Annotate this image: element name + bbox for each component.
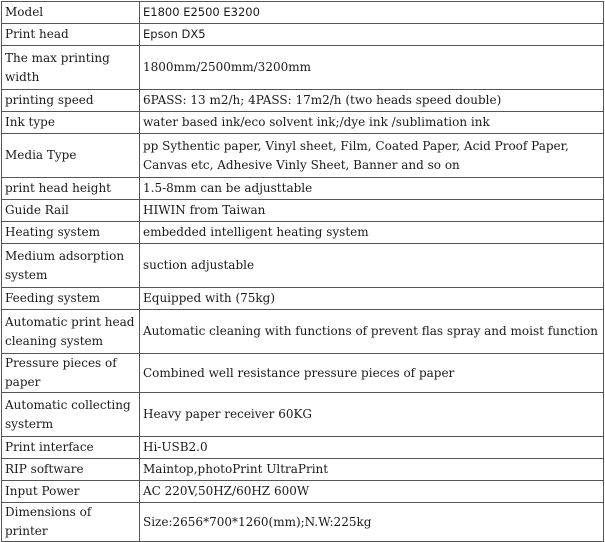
spec-row xyxy=(2,288,604,310)
spec-row xyxy=(2,310,604,354)
spec-label: Automatic print head cleaning system xyxy=(2,310,140,354)
spec-row xyxy=(2,481,604,503)
spec-label: The max printing width xyxy=(2,46,140,90)
spec-label: Media Type xyxy=(2,134,140,178)
spec-label: Dimensions of printer xyxy=(2,503,140,542)
spec-row xyxy=(2,46,604,90)
spec-value: 1800mm/2500mm/3200mm xyxy=(140,46,604,90)
spec-table xyxy=(1,1,604,542)
spec-row xyxy=(2,24,604,46)
spec-row xyxy=(2,459,604,481)
spec-value: Heavy paper receiver 60KG xyxy=(140,393,604,437)
spec-value: E1800 E2500 E3200 xyxy=(140,2,604,24)
spec-row xyxy=(2,222,604,244)
spec-label: printing speed xyxy=(2,90,140,112)
spec-row xyxy=(2,134,604,178)
spec-row xyxy=(2,200,604,222)
spec-value: Maintop,photoPrint UltraPrint xyxy=(140,459,604,481)
spec-label: Medium adsorption system xyxy=(2,244,140,288)
spec-label: Heating system xyxy=(2,222,140,244)
spec-row xyxy=(2,393,604,437)
spec-value: water based ink/eco solvent ink;/dye ink /sublimation ink xyxy=(140,112,604,134)
spec-label: Print interface xyxy=(2,437,140,459)
spec-value: suction adjustable xyxy=(140,244,604,288)
spec-table-body xyxy=(2,2,604,542)
spec-row xyxy=(2,2,604,24)
spec-row xyxy=(2,354,604,393)
spec-value: Automatic cleaning with functions of prevent flas spray and moist function xyxy=(140,310,604,354)
spec-value: Equipped with (75kg) xyxy=(140,288,604,310)
spec-label: RIP software xyxy=(2,459,140,481)
spec-row xyxy=(2,112,604,134)
spec-label: Guide Rail xyxy=(2,200,140,222)
spec-label: Print head xyxy=(2,24,140,46)
spec-value: embedded intelligent heating system xyxy=(140,222,604,244)
spec-row xyxy=(2,503,604,542)
spec-row xyxy=(2,244,604,288)
spec-row xyxy=(2,437,604,459)
spec-label: Pressure pieces of paper xyxy=(2,354,140,393)
spec-label: Input Power xyxy=(2,481,140,503)
spec-value: Combined well resistance pressure pieces of paper xyxy=(140,354,604,393)
spec-row xyxy=(2,178,604,200)
spec-label: Automatic collecting systerm xyxy=(2,393,140,437)
spec-label: Ink type xyxy=(2,112,140,134)
spec-label: Feeding system xyxy=(2,288,140,310)
spec-value: Hi-USB2.0 xyxy=(140,437,604,459)
spec-row xyxy=(2,90,604,112)
spec-value: HIWIN from Taiwan xyxy=(140,200,604,222)
spec-value: Size:2656*700*1260(mm);N.W:225kg xyxy=(140,503,604,542)
spec-value: 6PASS: 13 m2/h; 4PASS: 17m2/h (two heads speed double) xyxy=(140,90,604,112)
spec-label: Model xyxy=(2,2,140,24)
spec-value: AC 220V,50HZ/60HZ 600W xyxy=(140,481,604,503)
spec-value: Epson DX5 xyxy=(140,24,604,46)
spec-label: print head height xyxy=(2,178,140,200)
spec-value: 1.5-8mm can be adjusttable xyxy=(140,178,604,200)
spec-value: pp Sythentic paper, Vinyl sheet, Film, Coated Paper, Acid Proof Paper, Canvas etc, Adhesive Vinly Sheet, Banner and so on xyxy=(140,134,604,178)
